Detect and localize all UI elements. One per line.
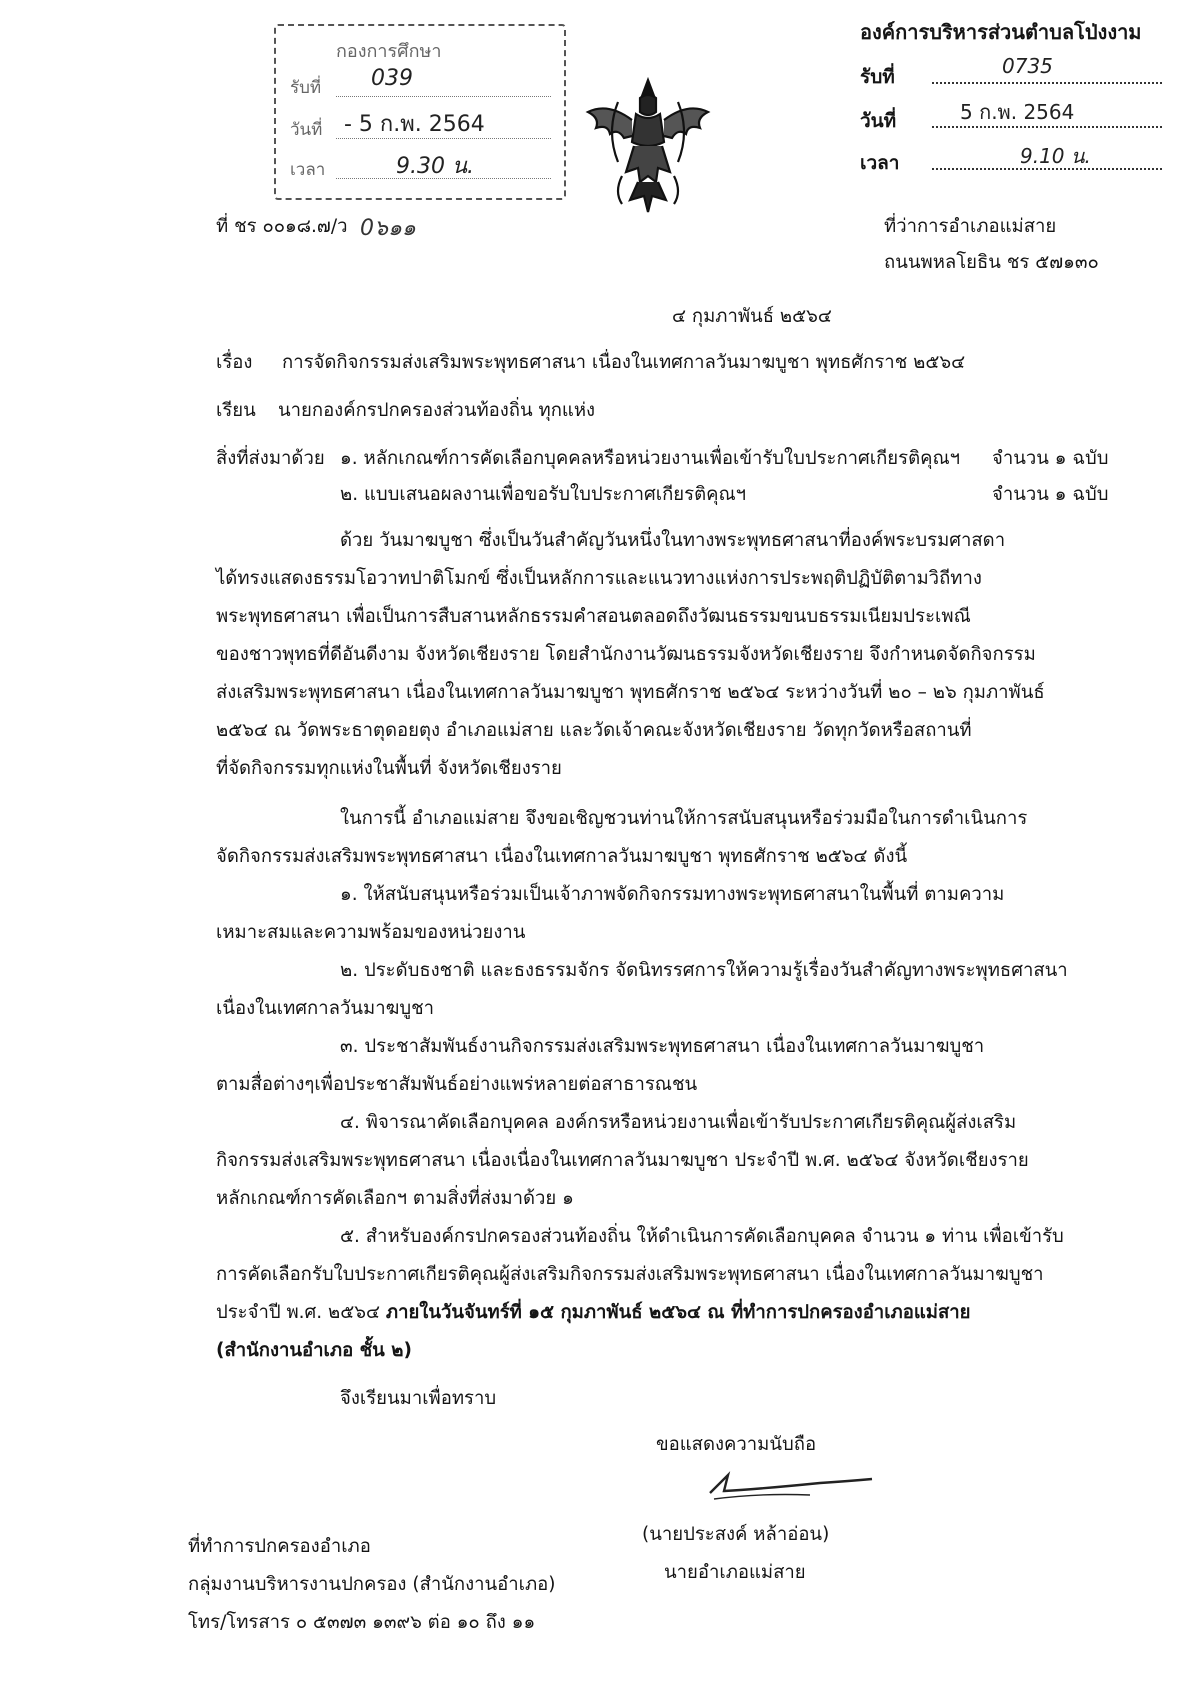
garuda-emblem — [578, 72, 718, 222]
address-line-1: ที่ว่าการอำเภอแม่สาย — [884, 216, 1057, 237]
to-label: เรียน — [216, 400, 256, 421]
body-line: พระพุทธศาสนา เพื่อเป็นการสืบสานหลักธรรมคำสอนตลอดถึงวัฒนธรรมขนบธรรมเนียมประเพณี — [216, 606, 971, 627]
body-line: ส่งเสริมพระพุทธศาสนา เนื่องในเทศกาลวันมาฆบูชา พุทธศักราช ๒๕๖๔ ระหว่างวันที่ ๒๐ – ๒๖ กุมภาพันธ์ — [216, 682, 1045, 703]
to-recipient: นายกองค์กรปกครองส่วนท้องถิ่น ทุกแห่ง — [278, 400, 596, 421]
stamp-right-num-value: 0735 — [1002, 54, 1053, 78]
body-line: ของชาวพุทธที่ดีอันดีงาม จังหวัดเชียงราย โดยสำนักงานวัฒนธรรมจังหวัดเชียงราย จึงกำหนดจัดกิจกรรม — [216, 644, 1036, 665]
address-line-2: ถนนพหลโยธิน ชร ๕๗๑๓๐ — [884, 252, 1099, 273]
stamp-num-label: รับที่ — [290, 78, 322, 98]
body-line: ๒๕๖๔ ณ วัดพระธาตุดอยตุง อำเภอแม่สาย และวัดเจ้าคณะจังหวัดเชียงราย วัดทุกวัดหรือสถานที่ — [216, 720, 972, 741]
list-item: ๒. ประดับธงชาติ และธงธรรมจักร จัดนิทรรศการให้ความรู้เรื่องวันสำคัญทางพระพุทธศาสนา — [340, 960, 1068, 981]
stamp-num-value: 039 — [371, 66, 413, 91]
reference-number: ที่ ชร ๐๐๑๘.๗/ว — [216, 216, 348, 237]
list-item: หลักเกณฑ์การคัดเลือกฯ ตามสิ่งที่ส่งมาด้วย ๑ — [216, 1188, 574, 1209]
item5-deadline: ภายในวันจันทร์ที่ ๑๕ กุมภาพันธ์ ๒๕๖๔ ณ ที่ทำการปกครองอำเภอแม่สาย — [385, 1302, 971, 1323]
footer-line: กลุ่มงานบริหารงานปกครอง (สำนักงานอำเภอ) — [188, 1574, 556, 1595]
signer-name: (นายประสงค์ หล้าอ่อน) — [642, 1524, 830, 1545]
body-line: ได้ทรงแสดงธรรมโอวาทปาติโมกข์ ซึ่งเป็นหลักการและแนวทางแห่งการประพฤติปฏิบัติตามวิถีทาง — [216, 568, 982, 589]
body-line: ในการนี้ อำเภอแม่สาย จึงขอเชิญชวนท่านให้การสนับสนุนหรือร่วมมือในการดำเนินการ — [340, 808, 1028, 829]
enclosure-item: ๒. แบบเสนอผลงานเพื่อขอรับใบประกาศเกียรติคุณฯ — [340, 484, 747, 505]
body-line: จัดกิจกรรมส่งเสริมพระพุทธศาสนา เนื่องในเทศกาลวันมาฆบูชา พุทธศักราช ๒๕๖๔ ดังนี้ — [216, 846, 908, 867]
regards: ขอแสดงความนับถือ — [656, 1434, 817, 1455]
closing: จึงเรียนมาเพื่อทราบ — [340, 1388, 497, 1409]
list-item: ตามสื่อต่างๆเพื่อประชาสัมพันธ์อย่างแพร่หลายต่อสาธารณชน — [216, 1074, 698, 1095]
stamp-right-org: องค์การบริหารส่วนตำบลโป่งงาม — [860, 20, 1142, 44]
footer-line: ที่ทำการปกครองอำเภอ — [188, 1536, 371, 1557]
received-stamp-left — [274, 24, 566, 200]
letter-date: ๔ กุมภาพันธ์ ๒๕๖๔ — [672, 306, 832, 327]
reference-number-handwritten: 0๖๑๑ — [360, 216, 416, 241]
stamp-date-label: วันที่ — [290, 120, 323, 140]
body-line: ที่จัดกิจกรรมทุกแห่งในพื้นที่ จังหวัดเชียงราย — [216, 758, 562, 779]
stamp-right-date-value: 5 ก.พ. 2564 — [960, 100, 1075, 124]
stamp-date-value: - 5 ก.พ. 2564 — [344, 112, 485, 137]
stamp-right-time-value: 9.10 น. — [1020, 144, 1091, 168]
list-item: เหมาะสมและความพร้อมของหน่วยงาน — [216, 922, 526, 943]
list-item: การคัดเลือกรับใบประกาศเกียรติคุณผู้ส่งเสริมกิจกรรมส่งเสริมพระพุทธศาสนา เนื่องในเทศกาลวันมาฆบูชา — [216, 1264, 1044, 1285]
enclosure-item: ๑. หลักเกณฑ์การคัดเลือกบุคคลหรือหน่วยงานเพื่อเข้ารับใบประกาศเกียรติคุณฯ — [340, 448, 961, 469]
signer-title: นายอำเภอแม่สาย — [664, 1562, 806, 1583]
stamp-office: กองการศึกษา — [336, 41, 442, 62]
stamp-line — [336, 96, 551, 97]
signature — [700, 1455, 880, 1515]
item5-text: ประจำปี พ.ศ. ๒๕๖๔ — [216, 1302, 386, 1323]
stamp-right-line — [932, 82, 1162, 84]
stamp-time-label: เวลา — [290, 160, 326, 180]
list-item: ๓. ประชาสัมพันธ์งานกิจกรรมส่งเสริมพระพุทธศาสนา เนื่องในเทศกาลวันมาฆบูชา — [340, 1036, 985, 1057]
enclosure-label: สิ่งที่ส่งมาด้วย — [216, 448, 325, 469]
list-item: ๕. สำหรับองค์กรปกครองส่วนท้องถิ่น ให้ดำเนินการคัดเลือกบุคคล จำนวน ๑ ท่าน เพื่อเข้ารับ — [340, 1226, 1064, 1247]
subject: การจัดกิจกรรมส่งเสริมพระพุทธศาสนา เนื่องในเทศกาลวันมาฆบูชา พุทธศักราช ๒๕๖๔ — [282, 352, 966, 373]
list-item: ๑. ให้สนับสนุนหรือร่วมเป็นเจ้าภาพจัดกิจกรรมทางพระพุทธศาสนาในพื้นที่ ตามความ — [340, 884, 1005, 905]
list-item: กิจกรรมส่งเสริมพระพุทธศาสนา เนื่องเนื่องในเทศกาลวันมาฆบูชา ประจำปี พ.ศ. ๒๕๖๔ จังหวัดเชียงราย — [216, 1150, 1029, 1171]
enclosure-qty: จำนวน ๑ ฉบับ — [992, 484, 1109, 505]
list-item: ๔. พิจารณาคัดเลือกบุคคล องค์กรหรือหน่วยงานเพื่อเข้ารับประกาศเกียรติคุณผู้ส่งเสริม — [340, 1112, 1017, 1133]
subject-label: เรื่อง — [216, 352, 253, 373]
item5-location: (สำนักงานอำเภอ ชั้น ๒) — [216, 1340, 412, 1361]
body-line: ด้วย วันมาฆบูชา ซึ่งเป็นวันสำคัญวันหนึ่งในทางพระพุทธศาสนาที่องค์พระบรมศาสดา — [340, 530, 1006, 551]
stamp-time-value: 9.30 น. — [396, 154, 475, 179]
stamp-right-date-label: วันที่ — [860, 110, 897, 132]
footer-line: โทร/โทรสาร ๐ ๕๓๗๓ ๑๓๙๖ ต่อ ๑๐ ถึง ๑๑ — [188, 1612, 536, 1633]
list-item: เนื่องในเทศกาลวันมาฆบูชา — [216, 998, 435, 1019]
list-item — [216, 1300, 970, 1326]
stamp-right-time-label: เวลา — [860, 152, 900, 174]
enclosure-qty: จำนวน ๑ ฉบับ — [992, 448, 1109, 469]
stamp-right-num-label: รับที่ — [860, 66, 895, 88]
